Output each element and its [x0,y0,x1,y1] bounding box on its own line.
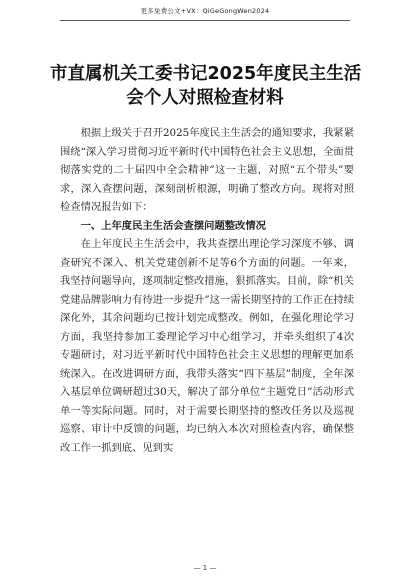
header-divider [60,20,350,21]
document-body [60,124,354,457]
section-paragraph: 在上年度民主生活会中，我共查摆出理论学习深度不够、调查研究不深入、机关党建创新不足等6个方面的问题。一年来，我坚持问题导向，逐项制定整改措施，狠抓落实。目前，除“机关党建品牌影响力有待进一步提升”这一需长期坚持的工作正在持续深化外，其余问题均已按计划完成整改。例如，在强化理论学习方面，我坚持参加工委理论学习中心组学习，并牵头组织了4次专题研讨，对习近平新时代中国特色社会主义思想的理解更加系统深入。在改进调研方面，我带头落实“四下基层”制度，全年深入基层单位调研超过30天，解决了部分单位“主题党日”活动形式单一等实际问题。同时，对于需要长期坚持的整改任务以及巡视巡察、审计中反馈的问题，均已纳入本次对照检查内容，确保整改工作一抓到底、见到实 [60,238,354,454]
intro-paragraph: 根据上级关于召开2025年度民主生活会的通知要求，我紧紧围绕“深入学习贯彻习近平新时代中国特色社会主义思想，全面贯彻落实党的二十届四中全会精神”这一主题，对照“五个带头”要求，深入查摆问题，深刻剖析根源，明确了整改方向。现将对照检查情况报告如下： [60,127,354,213]
title-line-2: 会个人对照检查材料 [126,88,284,108]
document-title [50,62,360,110]
page-header: 更多免费公文+VX：QiGeGongWen2024 [140,7,270,15]
page-number: — 1 — [193,564,217,572]
title-line-1: 市直属机关工委书记2025年度民主生活 [50,64,362,84]
section-heading: 一、上年度民主生活会查摆问题整改情况 [80,219,266,232]
